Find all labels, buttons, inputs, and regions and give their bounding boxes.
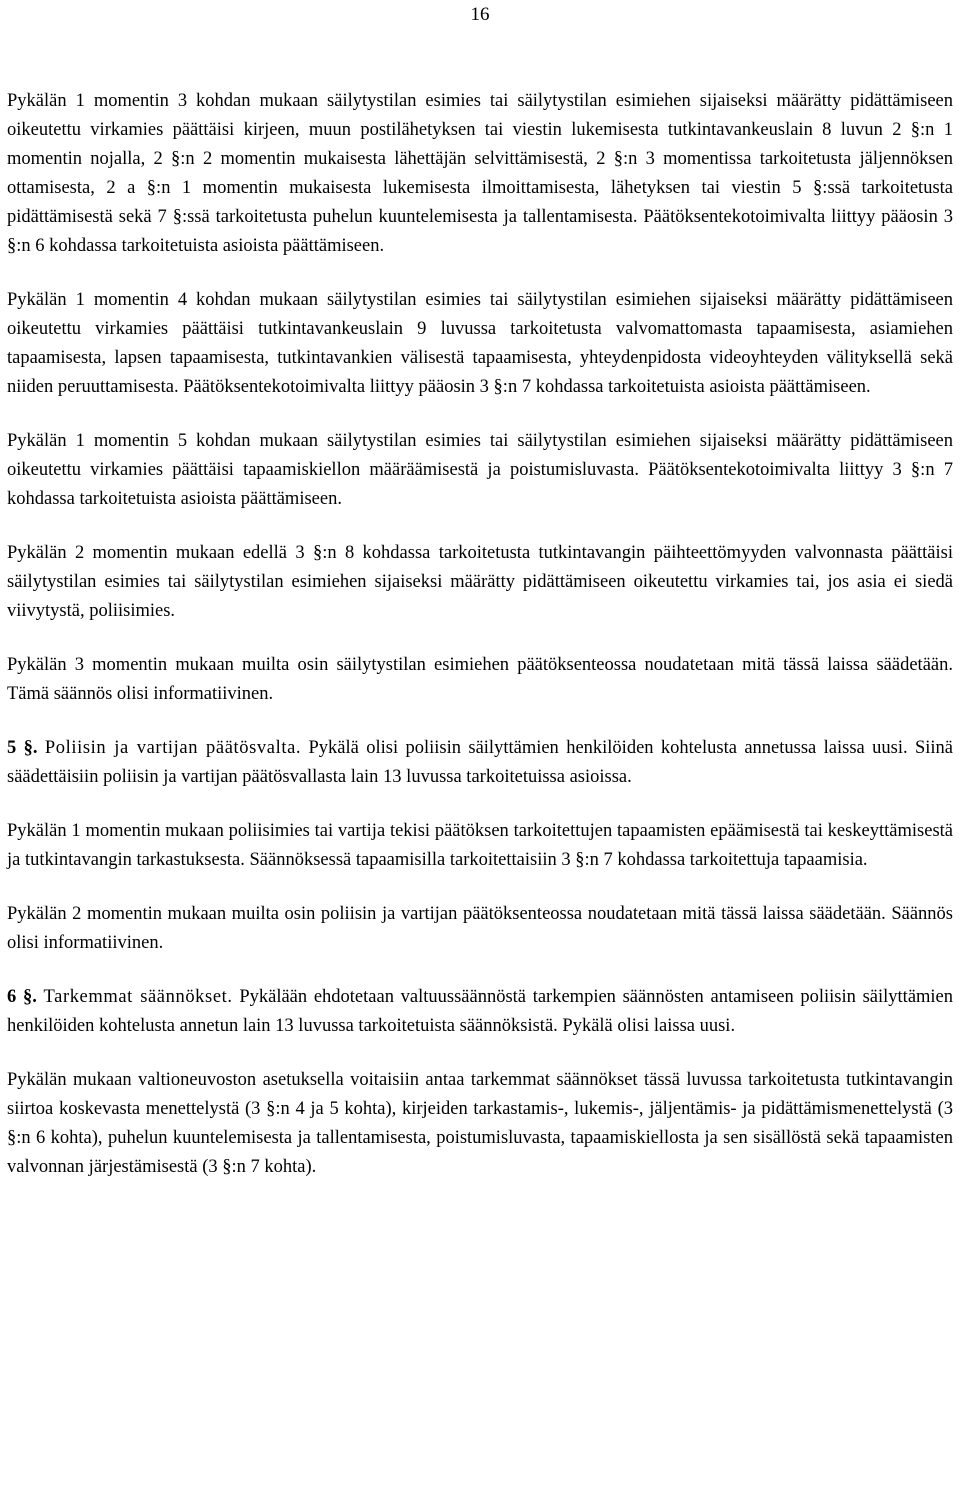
paragraph: Pykälän 1 momentin 5 kohdan mukaan säilytystilan esimies tai säilytystilan esimiehen sijaiseksi määrätty pidättämiseen oikeutettu virkamies päättäisi tapaamiskiellon määräämisestä ja poistumisluvasta. Päätöksentekotoimivalta liittyy 3 §:n 7 kohdassa tarkoitetuista asioista päättämiseen. — [7, 431, 953, 509]
paragraph: Pykälän 1 momentin mukaan poliisimies tai vartija tekisi päätöksen tarkoitettujen tapaamisten epäämisestä tai keskeyttämisestä ja tutkintavangin tarkastuksesta. Säännöksessä tapaamisilla tarkoitettaisiin 3 §:n 7 kohdassa tarkoitettuja tapaamisia. — [7, 821, 953, 870]
paragraph: Pykälän mukaan valtioneuvoston asetuksella voitaisiin antaa tarkemmat säännökset tässä luvussa tarkoitetusta tutkintavangin siirtoa koskevasta menettelystä (3 §:n 4 ja 5 kohta), kirjeiden tarkastamis-, lukemis-, jäljentämis- ja pidättämismenettelystä (3 §:n 6 kohta), puhelun kuuntelemisesta ja tallentamisesta, poistumisluvasta, tapaamiskiellosta ja sen sisällöstä sekä tapaamisten valvonnan järjestämisestä (3 §:n 7 kohta). — [7, 1070, 953, 1177]
section-5-title: Poliisin ja vartijan päätösvalta. — [44, 738, 302, 758]
section-6-paragraph — [7, 983, 953, 1041]
paragraph: Pykälän 3 momentin mukaan muilta osin säilytystilan esimiehen päätöksenteossa noudatetaan mitä tässä laissa säädetään. Tämä säännös olisi informatiivinen. — [7, 655, 953, 704]
paragraph: Pykälän 2 momentin mukaan muilta osin poliisin ja vartijan päätöksenteossa noudatetaan mitä tässä laissa säädetään. Säännös olisi informatiivinen. — [7, 904, 953, 953]
section-6-title: Tarkemmat säännökset. — [43, 987, 233, 1007]
section-5-number: 5 §. — [7, 738, 38, 758]
paragraph: Pykälän 1 momentin 3 kohdan mukaan säilytystilan esimies tai säilytystilan esimiehen sijaiseksi määrätty pidättämiseen oikeutettu virkamies päättäisi kirjeen, muun postilähetyksen tai viestin lukemisesta tutkintavankeuslain 8 luvun 2 §:n 1 momentin nojalla, 2 §:n 2 momentin mukaisesta lähettäjän selvittämisestä, 2 §:n 3 momentissa tarkoitetusta jäljennöksen ottamisesta, 2 a §:n 1 momentin mukaisesta lukemisesta ilmoittamisesta, lähetyksen tai viestin 5 §:ssä tarkoitetusta pidättämisestä sekä 7 §:ssä tarkoitetusta puhelun kuuntelemisesta ja tallentamisesta. Päätöksentekotoimivalta liittyy pääosin 3 §:n 6 kohdassa tarkoitetuista asioista päättämiseen. — [7, 91, 953, 256]
paragraph: Pykälän 2 momentin mukaan edellä 3 §:n 8 kohdassa tarkoitetusta tutkintavangin päihteettömyyden valvonnasta päättäisi säilytystilan esimies tai säilytystilan esimiehen sijaiseksi määrätty pidättämiseen oikeutettu virkamies tai, jos asia ei siedä viivytystä, poliisimies. — [7, 543, 953, 621]
document-body — [7, 87, 953, 1207]
section-6-number: 6 §. — [7, 987, 37, 1007]
paragraph: Pykälän 1 momentin 4 kohdan mukaan säilytystilan esimies tai säilytystilan esimiehen sijaiseksi määrätty pidättämiseen oikeutettu virkamies päättäisi tutkintavankeuslain 9 luvussa tarkoitetusta valvomattomasta tapaamisesta, asiamiehen tapaamisesta, lapsen tapaamisesta, tutkintavankien välisestä tapaamisesta, yhteydenpidosta videoyhteyden välityksellä sekä niiden peruuttamisesta. Päätöksentekotoimivalta liittyy pääosin 3 §:n 7 kohdassa tarkoitetuista asioista päättämiseen. — [7, 290, 953, 397]
section-6-text: Pykälään ehdotetaan valtuussäännöstä tarkempien säännösten antamiseen poliisin säilyttämien henkilöiden kohtelusta annetun lain 13 luvussa tarkoitetuista säännöksistä. Pykälä olisi laissa uusi. — [7, 987, 954, 1036]
page-number: 16 — [470, 4, 490, 25]
section-5-text: Pykälä olisi poliisin säilyttämien henkilöiden kohtelusta annetussa laissa uusi. Siinä säädettäisiin poliisin ja vartijan päätösvallasta lain 13 luvussa tarkoitetuissa asioissa. — [7, 738, 954, 787]
section-5-paragraph — [7, 734, 953, 792]
